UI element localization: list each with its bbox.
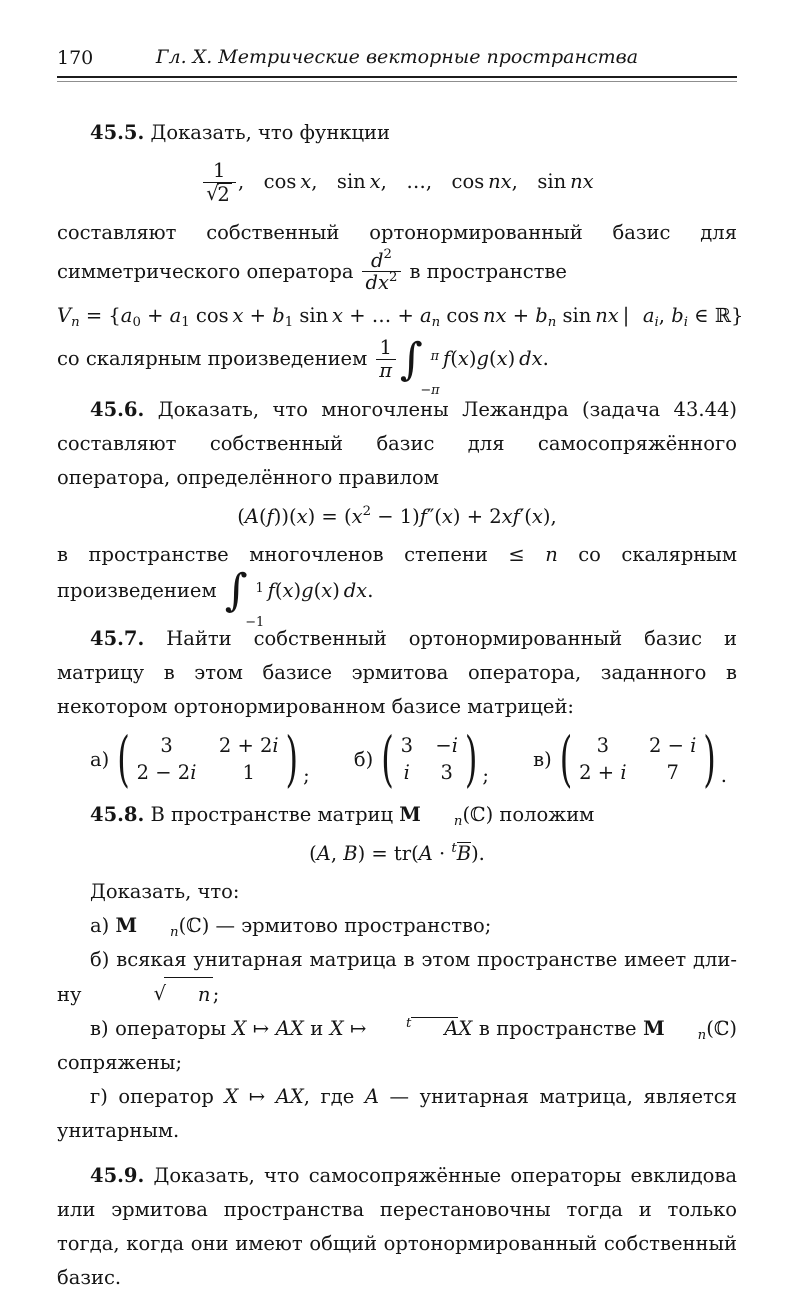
math-it: a [120,304,133,328]
math-it: dx [519,347,543,371]
math-it: n [547,315,557,331]
math-it: i [403,760,410,784]
left-paren-icon: ( [117,724,130,795]
math-it: nx [488,170,512,194]
math-it: n [71,315,80,331]
math-rm: , [658,304,672,328]
math-it: n [170,925,179,941]
matrix-cell [649,734,696,758]
math-rm: ∈ ℝ} [687,304,744,328]
math-rm: ( [274,578,283,602]
math-it: xf [501,504,520,528]
math-rm: ↦ [238,1085,276,1109]
math-rm: − [420,383,432,399]
inline-math [115,914,210,941]
matrix-cell [401,734,413,758]
math-rm: + … + [343,304,421,328]
item-45-8-a [57,909,737,943]
math-it: A [418,842,433,866]
radicand [217,183,233,206]
matrix [559,724,717,795]
page-number: 170 [57,47,94,69]
math-it: i [683,315,688,331]
math-rm: + [140,304,170,328]
right-paren-icon: ) [285,724,299,795]
matrix [380,724,478,795]
matrices-45-7 [90,724,727,795]
text-run: в пространстве [403,259,567,283]
math-rm: | [618,304,630,328]
text-run: г) оператор [90,1085,225,1109]
math-rm: 2 + [579,760,621,784]
math-it: a [642,304,655,328]
math-rm: 1 [242,760,255,784]
left-paren-icon: ( [559,724,573,795]
matrix-cell [219,734,279,758]
right-paren-icon: ) [703,724,716,795]
math-rm: 1 [181,315,190,331]
math-it: t [406,1016,412,1032]
text-run: Доказать, что: [90,880,240,904]
math-rm: 1 [284,315,294,331]
inline-math [223,565,374,630]
math-it: dx [365,271,390,295]
math-it: i [690,733,697,757]
math-it: f [266,504,274,528]
text-run: составляют собственный ортонормированный базис для симметрического оператора [57,220,737,283]
formula [57,304,744,331]
text-run: со скалярным произведением [57,542,737,602]
math-it: t [451,841,457,857]
denominator [203,182,236,206]
math-rm: ) [293,578,302,602]
math-rm: + [506,304,536,328]
math-it: a [420,304,432,328]
item-45-8-v [57,1012,737,1080]
math-rm: ) [507,347,520,371]
integral-icon: ∫ [399,333,423,385]
problem-45-6 [57,393,737,495]
math-it: i [190,760,197,784]
inline-math [330,1017,473,1040]
math-rm: ))( [273,504,297,528]
math-rm: , sin [511,170,571,194]
math-it: B [343,842,358,866]
math-rm: ) [468,347,477,371]
math-it: X [224,1085,239,1109]
math-it: f [419,504,427,528]
inline-math [373,333,549,399]
math-rm: , sin [311,170,370,194]
formula-45-8-inner-product [57,842,737,865]
item-label: в) [533,747,552,771]
formula [200,159,594,206]
numerator [362,247,401,272]
math-it: X [232,1017,247,1041]
inline-math [360,247,404,295]
matrix-cell [137,761,197,785]
formula-45-5-Vn [57,304,744,331]
math-rm: ) = ( [307,504,352,528]
math-rm: ), [542,504,557,528]
inline-math [508,543,557,566]
math-rm: ′( [519,504,532,528]
problem-number: 45.5. [90,121,145,144]
text-run: положим [493,803,595,827]
math-it: π [430,349,440,365]
math-rm: 2 [383,247,392,263]
item-label: а) [90,747,110,771]
math-it: x [232,304,244,328]
problem-number: 45.7. [90,626,145,650]
math-rm: ↦ [343,1017,373,1041]
math-it: π [379,359,393,383]
math-rm: ) + 2 [452,504,502,528]
math-it: b [671,304,684,328]
math-it: a [169,304,182,328]
math-rm: , [330,842,344,866]
math-rm: 1 [255,580,264,596]
matrix-item [533,724,727,795]
math-rm: ( [488,347,497,371]
math-rm: 1 [379,336,392,360]
square-root [88,977,213,1012]
text-run: б) всякая унитарная матрица в этом пространстве имеет длину [57,948,737,1007]
text-run: , где [303,1085,365,1109]
fraction [362,247,401,295]
math-it: x [496,347,508,371]
denominator [362,271,401,294]
math-it: x [441,504,453,528]
math-rm: ( [237,504,245,528]
math-it: A [244,504,259,528]
text-run: Доказать, что многочлены Лежандра (задача 43.44) составляют собственный базис для самосопряжённого оператора, определённого правилом [57,397,737,489]
math-rm: . [542,347,549,371]
inline-math [399,803,494,830]
math-rm: ( [309,842,317,866]
inline-math [643,1017,737,1044]
text-run: Найти собственный ортонормированный базис и матрицу в этом базисе эрмитова оператора, заданного в некотором ортонормированном базисе матрицей: [57,626,737,718]
paragraph-45-5-basis [57,216,737,295]
math-rm: sin [293,304,333,328]
radical-icon: √ [153,982,167,1006]
math-it: nx [570,170,594,194]
math-it: nx [595,304,619,328]
math-it: x [296,504,308,528]
math-rm: 3 [440,760,453,784]
radical-icon: √ [206,181,219,205]
math-it: A [444,1017,459,1041]
math-it: x [332,304,344,328]
math-it: AX [275,1017,304,1041]
math-it: g [301,578,314,602]
math-rm: 2 − [648,733,691,757]
math-it: g [476,347,489,371]
math-it: b [272,304,285,328]
text-run: и [303,1017,330,1041]
math-rm: ( [313,578,322,602]
math-it: A [364,1085,379,1109]
chapter-title: Гл. X. Метрические векторные пространства [155,46,639,68]
denominator [376,359,396,382]
overline [457,842,471,864]
math-rm: 7 [666,760,679,784]
problem-45-8 [57,798,737,832]
math-rm: ) [332,578,344,602]
page-content [57,116,744,1295]
problem-45-9 [57,1159,737,1295]
paragraph-45-8-prove [57,875,737,909]
math-it: X [329,1017,344,1041]
matrix-cell [160,734,172,758]
formula-45-5-functions [57,160,737,206]
overline [411,1017,458,1039]
math-it: x [321,578,333,602]
math-rm: 3 [400,733,413,757]
math-rm: sin [556,304,596,328]
math-it: nx [482,304,507,328]
math-rm: . [367,578,374,602]
math-it: n [453,814,463,830]
paragraph-45-5-scalar-product [57,333,737,399]
math-it: V [57,304,72,328]
math-it: i [654,315,659,331]
inline-math [365,1085,379,1108]
item-45-8-g [57,1080,737,1148]
right-paren-icon: ) [464,724,478,795]
matrix-cell [441,761,453,785]
matrix-item [353,724,489,795]
math-rm: 2 − 2 [136,760,191,784]
math-it: x [351,504,363,528]
math-rm: , …, cos [380,170,489,194]
math-rm: 1 [212,159,226,182]
item-label: б) [353,747,374,771]
math-bf: M [399,803,421,827]
math-it: i [451,733,459,757]
math-rm: ↦ [246,1017,276,1041]
math-rm: ( [450,347,458,371]
math-rm: −1 [245,614,265,630]
matrix-cell [666,761,678,785]
math-it: AX [275,1085,304,1109]
matrix-item [90,724,310,795]
header-rule [57,76,737,82]
integral-limits [245,572,265,630]
math-rm: 2 [389,270,398,286]
numerator [376,337,396,359]
math-it: x [300,170,312,194]
problem-number: 45.6. [90,397,145,421]
integral [224,565,265,630]
text-run: В пространстве матриц [144,803,400,827]
math-it: x [531,504,543,528]
math-it: B [456,842,472,866]
text-run: а) [90,914,116,938]
math-rm: = { [79,304,121,328]
math-it: i [272,733,279,757]
text-run: в пространстве многочленов степени [57,542,509,566]
radicand [164,977,213,1012]
math-rm: ). [471,842,485,866]
math-rm: cos [189,304,233,328]
integral [399,333,440,399]
math-rm: (ℂ) [178,914,210,938]
matrix [116,724,299,795]
matrix-body [395,732,464,788]
formula-45-6-operator [57,505,737,528]
text-run: со скалярным произведением [57,347,374,371]
text-run: в) операторы [90,1017,233,1041]
matrix-body [573,732,702,788]
numerator [203,160,236,182]
text-run: — эрмитово пространство; [209,914,492,938]
text-run: Доказать, что функции [144,121,391,144]
formula [237,505,556,528]
math-rm: 3 [596,733,610,757]
math-rm: ) = tr( [357,842,419,866]
math-rm: ; [212,983,220,1007]
math-rm: 0 [132,315,141,331]
math-rm: (ℂ) [706,1017,737,1041]
math-it: n [431,315,441,331]
math-rm: (ℂ) [462,803,494,827]
math-it: A [316,842,331,866]
math-it: dx [343,578,368,602]
separator: ; [303,764,310,788]
math-it: n [197,983,211,1007]
math-rm: − [435,733,452,757]
square-root [206,183,232,206]
problem-45-7 [57,622,737,724]
inline-math [224,1085,303,1108]
integral-icon: ∫ [224,565,248,617]
matrix-cell [597,734,609,758]
problem-45-5-intro [57,116,737,150]
separator: . [720,764,727,788]
math-rm: 2 + 2 [218,733,273,757]
math-rm: , cos [237,170,301,194]
math-bf: M [643,1017,665,1041]
integral-limits [420,340,440,399]
math-rm: cos [440,304,483,328]
left-paren-icon: ( [381,724,394,795]
fraction [376,337,396,382]
item-45-8-b [57,943,737,1012]
text-run: Доказать, что самосопряжённые операторы евклидова или эрмитова пространства перестановочны тогда и только тогда, когда они имеют общий ортонормированный собственный базис. [57,1164,737,1290]
math-rm: ( [258,504,267,528]
math-rm: − 1) [371,504,420,528]
text-run: — унитарная матрица, является унитарным. [57,1085,737,1143]
math-it: b [535,304,548,328]
problem-number: 45.8. [90,803,145,827]
formula [309,842,485,865]
math-rm: ″( [426,504,442,528]
math-it: f [443,347,451,371]
matrix-cell [435,734,458,758]
matrix-cell [243,761,255,785]
math-it: f [267,578,275,602]
math-it: i [620,760,627,784]
text-run: сопряжены; [57,1051,183,1075]
math-rm: 2 [217,182,230,206]
math-rm: ≤ [508,542,546,566]
math-rm: 2 [362,503,372,519]
page-header [57,46,737,82]
inline-math [233,1017,304,1040]
math-it: x [369,170,381,194]
math-it: X [458,1017,473,1041]
math-rm: 3 [160,733,173,757]
matrix-cell [404,761,410,785]
math-it: π [431,383,440,399]
math-it: n [697,1028,707,1044]
fraction [203,160,236,206]
upper-limit [431,340,440,374]
matrix-cell [579,761,626,785]
text-run: в пространстве [472,1017,644,1041]
math-bf: M [115,914,138,938]
separator: ; [482,764,489,788]
problem-number: 45.9. [90,1164,145,1188]
math-it: d [371,248,384,272]
math-it: x [457,347,469,371]
math-it: x [282,578,294,602]
paragraph-45-6-space [57,538,737,630]
math-rm: + [243,304,273,328]
inline-math [88,983,220,1006]
upper-limit [255,572,264,606]
math-it: n [545,542,558,566]
math-rm: · [432,842,452,866]
matrix-body [131,732,285,788]
